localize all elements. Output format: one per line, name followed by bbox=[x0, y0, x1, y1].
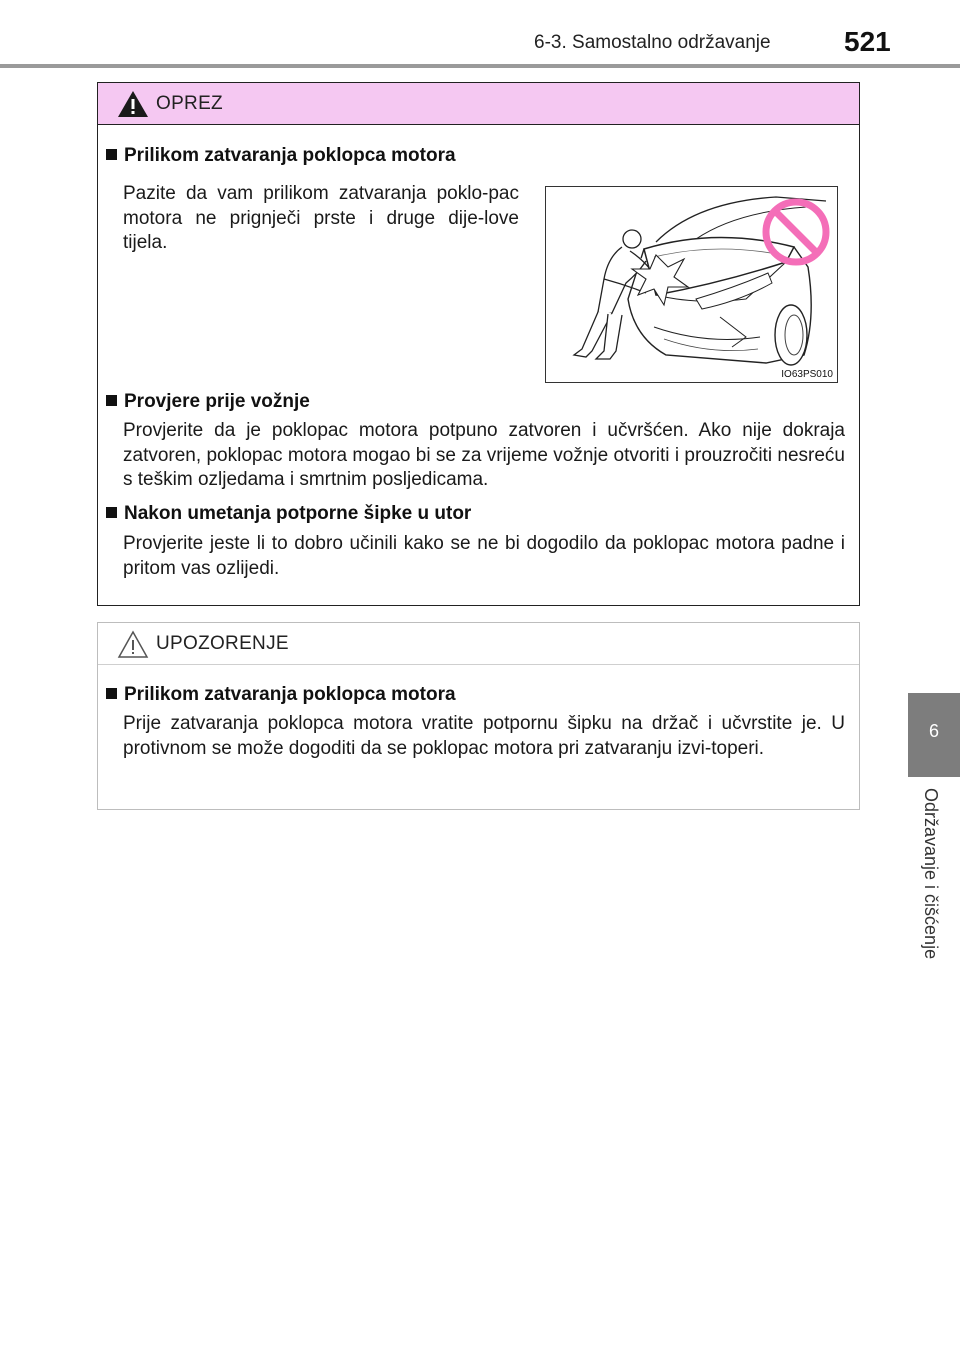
caution-section-text: Pazite da vam prilikom zatvaranja poklo-pac motora ne prignječi prste i druge dije-love tijela. bbox=[123, 183, 519, 253]
warning-box bbox=[97, 622, 860, 810]
bullet-square-icon bbox=[106, 688, 117, 699]
car-hood-drawing bbox=[546, 187, 837, 382]
figure-code: IO63PS010 bbox=[781, 369, 833, 380]
caution-section-heading: Provjere prije vožnje bbox=[106, 391, 310, 413]
caution-section-heading: Nakon umetanja potporne šipke u utor bbox=[106, 503, 471, 525]
warning-triangle-outline-icon bbox=[116, 629, 150, 659]
warning-title: UPOZORENJE bbox=[156, 633, 289, 654]
bullet-square-icon bbox=[106, 507, 117, 518]
hood-closing-illustration bbox=[545, 186, 838, 383]
bullet-square-icon bbox=[106, 395, 117, 406]
caution-box bbox=[97, 82, 860, 606]
caution-section-heading: Prilikom zatvaranja poklopca motora bbox=[106, 145, 456, 167]
caution-section-text: Provjerite da je poklopac motora potpuno zatvoren i učvršćen. Ako nije dokraja zatvoren, poklopac motora mogao bi se za vrijeme vožnje otvoriti i prouzročiti nesreću s teškim ozljedama i smrtnim posljedicama. bbox=[123, 420, 845, 490]
header-rule bbox=[0, 64, 960, 68]
chapter-tab-label: Održavanje i čišćenje bbox=[921, 788, 941, 960]
caution-section-text: Provjerite jeste li to dobro učinili kako se ne bi dogodilo da poklopac motora padne i pritom vas ozlijedi. bbox=[123, 533, 845, 579]
warning-header bbox=[98, 623, 859, 665]
bullet-square-icon bbox=[106, 149, 117, 160]
running-header-section: 6-3. Samostalno održavanje bbox=[534, 32, 771, 53]
warning-section-text: Prije zatvaranja poklopca motora vratite potpornu šipku na držač i učvrstite je. U protivnom se može dogoditi da se poklopac motora pri zatvaranju izvi-toperi. bbox=[123, 713, 845, 759]
chapter-tab-number: 6 bbox=[928, 721, 939, 741]
page-number: 521 bbox=[844, 26, 891, 57]
warning-triangle-icon bbox=[116, 89, 150, 119]
caution-title: OPREZ bbox=[156, 93, 223, 114]
chapter-tab bbox=[908, 693, 960, 777]
warning-section-heading: Prilikom zatvaranja poklopca motora bbox=[106, 684, 456, 706]
caution-header bbox=[98, 83, 859, 125]
